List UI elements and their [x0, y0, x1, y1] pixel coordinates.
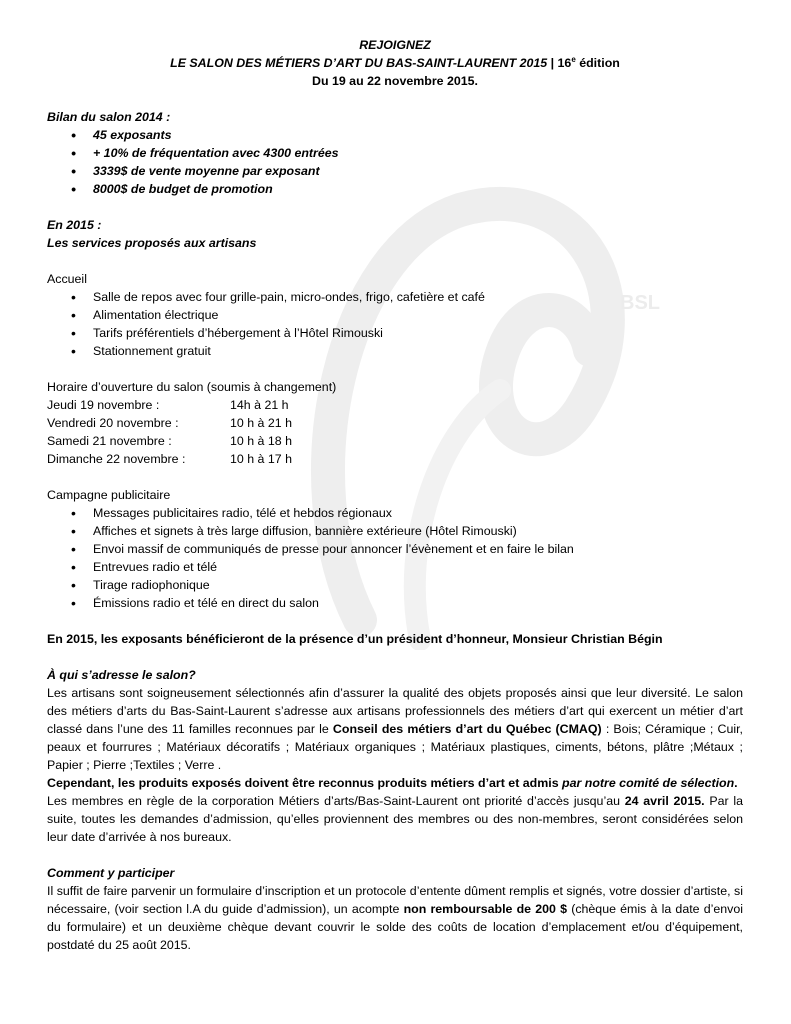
header-line-rejoignez: REJOIGNEZ [359, 38, 431, 52]
list-item: • Tarifs préférentiels d’hébergement à l’Hôtel Rimouski [47, 324, 743, 342]
schedule-day: Jeudi 19 novembre : [47, 398, 160, 412]
bilan-title: Bilan du salon 2014 : [47, 110, 171, 124]
schedule-row [47, 450, 743, 468]
campagne-list [47, 504, 743, 612]
schedule-row [47, 396, 743, 414]
schedule-day: Samedi 21 novembre : [47, 434, 172, 448]
text-run: Il suffit de faire parvenir un formulaire d’inscription et un protocole d’entente dûment remplis et signés, votre dossier d’artiste, si nécessaire, (voir section l.A du guide d’admission), un acompte [47, 884, 743, 916]
list-item: • Émissions radio et télé en direct du salon [47, 594, 743, 612]
header-line-dates: Du 19 au 22 novembre 2015. [312, 74, 478, 88]
accueil-list [47, 288, 743, 360]
header-salon-name: LE SALON DES MÉTIERS D’ART DU BAS-SAINT-LAURENT 2015 [170, 56, 548, 70]
schedule-day: Vendredi 20 novembre : [47, 416, 179, 430]
text-run-italic: par notre comité de sélection [562, 776, 735, 790]
deposit-amount: non remboursable de 200 $ [403, 902, 568, 916]
header-line-salon [47, 54, 743, 72]
list-item: • Salle de repos avec four grille-pain, micro-ondes, frigo, cafetière et café [47, 288, 743, 306]
cmaq-name: Conseil des métiers d’art du Québec (CMAQ) [332, 722, 602, 736]
schedule-hours: 14h à 21 h [230, 398, 289, 412]
campagne-title: Campagne publicitaire [47, 488, 171, 502]
bilan-list [47, 126, 743, 198]
list-item: • 45 exposants [47, 126, 743, 144]
header-edition-word: édition [575, 56, 620, 70]
list-item: • + 10% de fréquentation avec 4300 entrées [47, 144, 743, 162]
participer-paragraph [47, 882, 743, 954]
deadline-date: 24 avril 2015. [624, 794, 705, 808]
accueil-title: Accueil [47, 272, 87, 286]
participer-title: Comment y participer [47, 866, 175, 880]
list-item: • Affiches et signets à très large diffusion, bannière extérieure (Hôtel Rimouski) [47, 522, 743, 540]
header-edition-number: | 16 [547, 56, 572, 70]
header-edition-sup: e [571, 54, 576, 64]
schedule-day: Dimanche 22 novembre : [47, 452, 186, 466]
list-item: • Tirage radiophonique [47, 576, 743, 594]
watermark-text: BSL [620, 292, 660, 314]
list-item: • Stationnement gratuit [47, 342, 743, 360]
text-run: : Bois; Céramique ; Cuir, peaux et fourrures ; Matériaux décoratifs ; Matériaux organiques ; Matériaux plastiques, ciments, bétons, plâtre ;Métaux ; Papier ; Pierre ;Textiles ; Verre . [47, 722, 743, 772]
list-item: • Messages publicitaires radio, télé et hebdos régionaux [47, 504, 743, 522]
document-page [47, 36, 743, 954]
text-run: Cependant, les produits exposés doivent être reconnus produits métiers d’art et admis [47, 776, 563, 790]
adresse-paragraph-2 [47, 774, 743, 792]
list-item: • Envoi massif de communiqués de presse pour annoncer l’évènement et en faire le bilan [47, 540, 743, 558]
schedule-hours: 10 h à 18 h [230, 434, 293, 448]
list-item: • 8000$ de budget de promotion [47, 180, 743, 198]
text-run: (chèque émis à la date d’envoi du formulaire) et un deuxième chèque devant couvrir le solde des coûts de location d’emplacement et/ou d’équipement, postdaté du 25 août 2015. [47, 902, 743, 952]
text-run: Les artisans sont soigneusement sélectionnés afin d’assurer la qualité des objets proposés ainsi que leur diversité. Le salon des métiers d’arts du Bas-Saint-Laurent s’adresse aux artisans professionnels des métiers d’art qui exercent un métier d’art classé dans l’une des 11 familles reconnues par le [47, 686, 743, 736]
adresse-paragraph-3 [47, 792, 743, 846]
text-run: Par la suite, toutes les demandes d’admission, qu’elles proviennent des membres ou des non-membres, seront considérées selon leur date d’arrivée à nos bureaux. [47, 794, 744, 844]
schedule-hours: 10 h à 17 h [230, 452, 293, 466]
schedule-hours: 10 h à 21 h [230, 416, 293, 430]
schedule-row [47, 432, 743, 450]
list-item: • 3339$ de vente moyenne par exposant [47, 162, 743, 180]
president-statement: En 2015, les exposants bénéficieront de la présence d’un président d’honneur, Monsieur Christian Bégin [47, 632, 663, 646]
schedule-row [47, 414, 743, 432]
document-header [47, 36, 743, 90]
adresse-paragraph-1 [47, 684, 743, 774]
adresse-title: À qui s’adresse le salon? [47, 668, 196, 682]
services-title: Les services proposés aux artisans [47, 236, 257, 250]
list-item: • Alimentation électrique [47, 306, 743, 324]
text-run: Les membres en règle de la corporation Métiers d’arts/Bas-Saint-Laurent ont priorité d’accès jusqu’au [47, 794, 625, 808]
services-year: En 2015 : [47, 218, 102, 232]
text-run: . [734, 776, 738, 790]
horaire-title: Horaire d’ouverture du salon (soumis à changement) [47, 380, 337, 394]
list-item: • Entrevues radio et télé [47, 558, 743, 576]
